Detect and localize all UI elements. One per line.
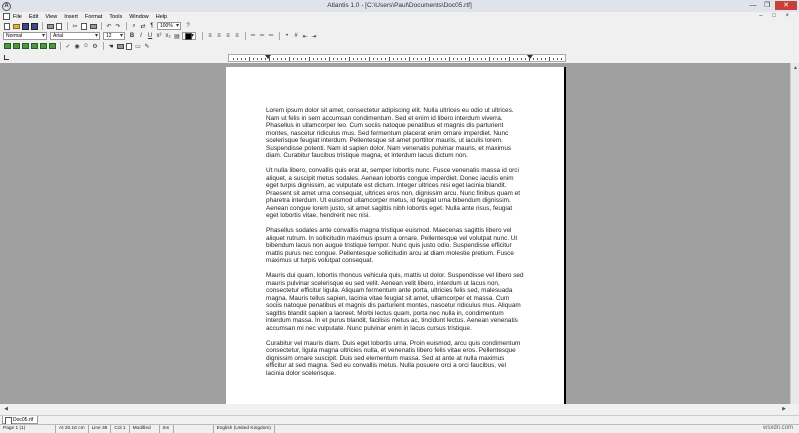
- document-stats-icon[interactable]: ☺: [82, 43, 90, 49]
- italic-button[interactable]: I: [140, 33, 142, 39]
- zoom-value: 100%: [160, 23, 173, 29]
- ruler-tick: [341, 58, 342, 60]
- ruler-tick: [509, 57, 510, 61]
- bold-button[interactable]: B: [129, 33, 135, 39]
- ruler-tick: [549, 57, 550, 61]
- ruler-tick: [461, 58, 462, 60]
- redo-icon[interactable]: ↷: [115, 23, 121, 30]
- ruler-tick: [373, 58, 374, 60]
- underline-button[interactable]: U: [147, 33, 153, 39]
- ruler-tick: [381, 58, 382, 60]
- superscript-button[interactable]: x²: [156, 33, 162, 39]
- line-spacing-single-icon[interactable]: ═: [250, 33, 256, 39]
- ruler-tick: [505, 58, 506, 60]
- ruler-tick: [369, 57, 370, 61]
- ruler-tick: [249, 57, 250, 61]
- paragraph[interactable]: Curabitur vel mauris diam. Duis eget lobortis urna. Proin euismod, arcu quis condimentum consectetur, ligula magna ultricies nulla, et venenatis libero felis vitae eros. Pellentesque dignissim ornare suscipit. Duis sed elementum massa. Sed at ante at nulla maximus efficitur at sed magna. Sed eu convallis metus. Nulla posuere orci a orci faucibus, vel lacinia dolor scelerisque.: [266, 339, 521, 377]
- ruler-tick: [477, 58, 478, 60]
- ruler-tick: [337, 58, 338, 60]
- document-tab[interactable]: Doc05.rtf: [2, 416, 38, 424]
- toolbar-separator: [126, 22, 127, 30]
- ruler-tick: [533, 58, 534, 60]
- ruler-tick: [245, 58, 246, 60]
- insert-bookmark-icon[interactable]: [39, 42, 47, 50]
- speak-icon[interactable]: ✎: [144, 43, 150, 50]
- hand-tool-icon[interactable]: ☚: [108, 43, 114, 50]
- print-view-icon[interactable]: [116, 42, 124, 50]
- ruler-tick: [517, 58, 518, 60]
- ruler-tick: [273, 58, 274, 60]
- ruler-tick: [325, 58, 326, 60]
- window-title: Atlantis 1.0 - [C:\Users\Paul\Documents\Doc05.rtf]: [327, 2, 472, 9]
- toolbar-separator: [67, 22, 68, 30]
- ruler-tick: [389, 57, 390, 61]
- copy-icon[interactable]: [80, 22, 88, 30]
- tab-stop-icon[interactable]: [4, 55, 9, 60]
- save-icon[interactable]: [21, 22, 29, 30]
- status-empty: [174, 425, 214, 433]
- ruler-tick: [241, 58, 242, 60]
- ruler-tick: [525, 58, 526, 60]
- insert-symbol-icon[interactable]: [21, 42, 29, 50]
- numbering-icon[interactable]: #: [294, 33, 298, 39]
- style-value: Normal: [6, 33, 23, 39]
- new-document-icon[interactable]: [3, 22, 11, 30]
- ruler-tick: [545, 58, 546, 60]
- font-size-value: 12: [106, 33, 112, 39]
- horizontal-scrollbar[interactable]: [0, 404, 790, 415]
- ruler-tick: [393, 58, 394, 60]
- ruler-tick: [293, 58, 294, 60]
- extra-toolbar: [0, 41, 799, 51]
- ruler-tick: [401, 58, 402, 60]
- line-spacing-double-icon[interactable]: ═: [259, 33, 265, 39]
- subscript-button[interactable]: x₂: [165, 33, 171, 39]
- ruler-tick: [469, 57, 470, 61]
- cut-icon[interactable]: ✂: [72, 23, 78, 30]
- ruler-tick: [481, 58, 482, 60]
- ruler-tick: [361, 58, 362, 60]
- mdi-controls[interactable]: – □ ×: [759, 13, 793, 19]
- ruler-tick: [473, 58, 474, 60]
- status-page: Page 1 (1): [0, 425, 56, 433]
- normal-view-icon[interactable]: [125, 42, 133, 50]
- ruler-tick: [281, 58, 282, 60]
- ruler-tick: [417, 58, 418, 60]
- font-value: Arial: [53, 33, 64, 39]
- ruler-tick: [261, 58, 262, 60]
- font-select[interactable]: [50, 32, 100, 40]
- maximize-button[interactable]: ❐: [763, 2, 771, 9]
- watermark-text: wsxdn.com: [762, 425, 793, 431]
- ruler-tick: [561, 58, 562, 60]
- ruler-tick: [385, 58, 386, 60]
- ruler-tick: [277, 58, 278, 60]
- ruler-tick: [269, 57, 270, 61]
- word-count-icon[interactable]: ◉: [74, 43, 80, 50]
- fullscreen-icon[interactable]: ▭: [135, 43, 141, 50]
- ruler-tick: [437, 58, 438, 60]
- ruler-tick: [357, 58, 358, 60]
- app-icon: A: [2, 2, 11, 11]
- ruler-tick: [425, 58, 426, 60]
- align-right-icon[interactable]: ≡: [226, 33, 230, 39]
- document-body[interactable]: [266, 107, 524, 385]
- menu-file[interactable]: File: [13, 13, 22, 20]
- save-all-icon[interactable]: [30, 22, 38, 30]
- status-column: Col 1: [111, 425, 129, 433]
- ruler-tick: [449, 57, 450, 61]
- menu-bar: [0, 12, 799, 21]
- ruler-tick: [345, 58, 346, 60]
- toolbar-separator: [60, 42, 61, 50]
- paragraph[interactable]: Ut nulla libero, convallis quis erat at, semper lobortis nunc. Fusce venenatis massa id orci aliquet, a suscipit metus sodales. Aenean lobortis congue imperdiet. Donec iaculis enim eget turpis dignissim, ac vulputate est dictum. Integer ultrices nisi eget lacinia blandit. Praesent sit amet urna consequat, ultrices eros non, dignissim arcu. Nunc finibus quam et pharetra interdum. Ut euismod ullamcorper metus, id feugiat urna bibendum dignissim. Aenean congue lorem justo, sit amet sagittis nibh lobortis eget. Nulla ante risus, feugiat eget lobortis vitae, hendrerit nec nisi.: [266, 167, 520, 219]
- print-icon[interactable]: [46, 22, 54, 30]
- menu-edit[interactable]: Edit: [28, 13, 39, 20]
- status-line: Line 38: [89, 425, 112, 433]
- toolbar-separator: [103, 42, 104, 50]
- align-center-icon[interactable]: ≡: [217, 33, 221, 39]
- menu-view[interactable]: View: [45, 13, 58, 20]
- highlight-icon[interactable]: ▤: [174, 33, 180, 40]
- menu-insert[interactable]: Insert: [64, 13, 78, 20]
- title-bar: [0, 0, 799, 12]
- ruler-tick: [301, 58, 302, 60]
- ruler-tick: [397, 58, 398, 60]
- ruler-tick: [453, 58, 454, 60]
- menu-window[interactable]: Window: [129, 13, 149, 20]
- ruler-tick: [377, 58, 378, 60]
- ruler-tick: [529, 57, 530, 61]
- ruler-tick: [309, 57, 310, 61]
- document-tab-bar: [0, 415, 799, 424]
- ruler-tick: [501, 58, 502, 60]
- undo-icon[interactable]: ↶: [106, 23, 112, 30]
- ruler-tick: [413, 58, 414, 60]
- ruler-tick: [497, 58, 498, 60]
- bullets-icon[interactable]: •: [285, 33, 289, 39]
- ruler-tick: [285, 58, 286, 60]
- justify-icon[interactable]: ≡: [235, 33, 239, 39]
- ruler-tick: [433, 58, 434, 60]
- spellcheck-icon[interactable]: ✓: [65, 43, 71, 50]
- ruler-tick: [313, 58, 314, 60]
- ruler-tick: [289, 57, 290, 61]
- ruler-tick: [553, 58, 554, 60]
- ruler-area: [0, 53, 799, 63]
- paste-icon[interactable]: [89, 22, 97, 30]
- print-preview-icon[interactable]: [55, 22, 63, 30]
- ruler-tick: [557, 58, 558, 60]
- find-icon[interactable]: ⌕: [132, 22, 136, 29]
- ruler-tick: [305, 58, 306, 60]
- ruler-tick: [233, 58, 234, 60]
- ruler-tick: [521, 58, 522, 60]
- open-folder-icon[interactable]: [12, 22, 20, 30]
- options-icon[interactable]: ⚙: [92, 43, 98, 50]
- ruler-tick: [405, 58, 406, 60]
- ruler-tick: [265, 58, 266, 60]
- document-menu-icon[interactable]: [3, 13, 10, 20]
- insert-picture-icon[interactable]: [3, 42, 11, 50]
- toolbar-separator: [202, 32, 203, 40]
- vertical-scrollbar[interactable]: [790, 63, 799, 404]
- ruler-tick: [513, 58, 514, 60]
- font-color-swatch: [185, 33, 192, 40]
- insert-table-icon[interactable]: [12, 42, 20, 50]
- paragraph[interactable]: Mauris dui quam, lobortis rhoncus vehicula quis, mattis ut dolor. Suspendisse vel libero sed mauris pulvinar scelerisque eu sed velit. Aenean velit libero, interdum ut lacus non, consectetur efficitur ligula. Aliquam fermentum ante porta, ultricies felis sed, malesuada magna. Mauris tellus sapien, lacinia vitae feugiat sit amet, ullamcorper et massa. Cum sociis natoque penatibus et magnis dis parturient montes, nascetur ridiculus mus. Aliquam sagittis blandit sapien a laoreet. Morbi lectus quam, porta nec nulla in, condimentum interdum massa. In et purus blandit, facilisis metus ac, tincidunt lectus. Aenean venenatis accumsan mi nec vulputate. Nunc pulvinar enim in lacus cursus tristique.: [266, 272, 524, 332]
- paragraph[interactable]: Lorem ipsum dolor sit amet, consectetur adipiscing elit. Nulla ultrices eu odio ut ultrices. Nam ut felis in sem accumsan condimentum. Sed et enim id libero interdum viverra. Phasellus in ullamcorper leo. Cum sociis natoque penatibus et magnis dis parturient montes, nascetur ridiculus mus. Sed fermentum placerat enim ornare imperdiet. Nunc scelerisque feugiat interdum. Pellentesque sit amet porttitor mauris, ut iaculis lorem. Suspendisse potenti. Nam id sapien dolor. Nam venenatis pulvinar mauris, et maximus diam. Curabitur faucibus tristique magna, et interdum lacus dictum non.: [266, 107, 514, 159]
- ruler-tick: [353, 58, 354, 60]
- ruler-tick: [237, 58, 238, 60]
- ruler-tick: [541, 58, 542, 60]
- status-language: English (United Kingdom): [214, 425, 275, 433]
- formatting-toolbar: [0, 31, 799, 41]
- ruler-tick: [329, 57, 330, 61]
- decrease-indent-icon[interactable]: ⇤: [302, 33, 308, 40]
- style-select[interactable]: [3, 32, 47, 40]
- ruler-tick: [333, 58, 334, 60]
- ruler-tick: [349, 57, 350, 61]
- ruler-tick: [317, 58, 318, 60]
- ruler-tick: [445, 58, 446, 60]
- toolbar-separator: [101, 22, 102, 30]
- ruler-tick: [537, 58, 538, 60]
- align-left-icon[interactable]: ≡: [208, 33, 212, 39]
- ruler-tick: [457, 58, 458, 60]
- ruler-tick: [489, 57, 490, 61]
- menu-tools[interactable]: Tools: [109, 13, 123, 20]
- ruler-tick: [253, 58, 254, 60]
- ruler-tick: [409, 57, 410, 61]
- ruler-tick: [465, 58, 466, 60]
- menu-help[interactable]: Help: [155, 13, 168, 20]
- ruler-tick: [321, 58, 322, 60]
- ruler-tick: [257, 58, 258, 60]
- ruler-tick: [421, 58, 422, 60]
- status-position: At 20.16 cm: [56, 425, 89, 433]
- horizontal-ruler[interactable]: [228, 54, 566, 62]
- help-icon[interactable]: ?: [186, 23, 190, 29]
- status-modified: Modified: [130, 425, 160, 433]
- ruler-tick: [485, 58, 486, 60]
- toolbar-separator: [279, 32, 280, 40]
- minimize-button[interactable]: —: [749, 2, 757, 9]
- toolbar-separator: [42, 22, 43, 30]
- font-size-select[interactable]: [103, 32, 125, 40]
- paragraph[interactable]: Phasellus sodales ante convallis magna tristique euismod. Maecenas sagittis libero vel aliquet rutrum. In sollicitudin maximus ipsum a ornare. Pellentesque vel volutpat nunc. Ut bibendum lacus non augue tristique tempor. Nunc quis justo odio. Suspendisse efficitur mattis purus nec congue. Pellentesque sollicitudin arcu at diam molestie pretium. Fusce maximus ut turpis volutpat consequat.: [266, 227, 518, 264]
- line-spacing-icon[interactable]: ═: [268, 33, 274, 39]
- status-insert-mode: Ins: [160, 425, 174, 433]
- insert-note-icon[interactable]: [48, 42, 56, 50]
- replace-icon[interactable]: ⇄: [140, 23, 146, 30]
- ruler-tick: [429, 57, 430, 61]
- ruler-tick: [365, 58, 366, 60]
- toolbar-separator: [245, 32, 246, 40]
- scroll-up-icon[interactable]: ▲: [793, 64, 798, 71]
- font-color-select[interactable]: [182, 32, 196, 40]
- close-button[interactable]: ✕: [775, 1, 797, 10]
- status-bar: [0, 424, 799, 433]
- increase-indent-icon[interactable]: ⇥: [311, 33, 317, 40]
- zoom-select[interactable]: [157, 22, 181, 30]
- ruler-tick: [493, 58, 494, 60]
- scroll-right-icon[interactable]: ▶: [782, 406, 786, 412]
- pilcrow-icon[interactable]: ¶: [150, 23, 154, 29]
- scroll-left-icon[interactable]: ◀: [4, 406, 8, 412]
- ruler-tick: [441, 58, 442, 60]
- ruler-tick: [297, 58, 298, 60]
- menu-format[interactable]: Format: [84, 13, 103, 20]
- insert-link-icon[interactable]: [30, 42, 38, 50]
- standard-toolbar: [0, 21, 799, 31]
- document-page[interactable]: [226, 67, 566, 407]
